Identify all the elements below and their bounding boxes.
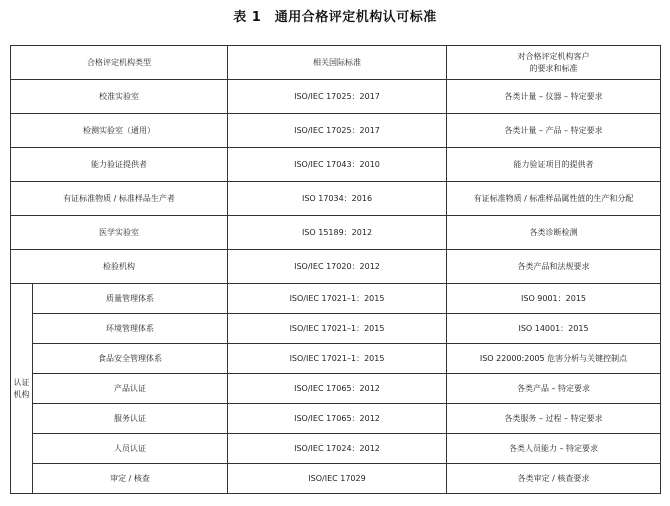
cell-type: 审定 / 核查 <box>33 464 228 494</box>
header-requirement-line1: 对合格评定机构客户 <box>517 51 590 61</box>
table-row <box>11 182 661 216</box>
cell-standard: ISO/IEC 17020：2012 <box>228 250 447 284</box>
table-row <box>11 284 661 314</box>
cell-type: 质量管理体系 <box>33 284 228 314</box>
table-row <box>11 404 661 434</box>
certification-group-label <box>11 284 33 494</box>
table-row <box>11 374 661 404</box>
table-row <box>11 216 661 250</box>
header-row <box>11 46 661 80</box>
cell-requirement: 各类审定 / 核查要求 <box>447 464 661 494</box>
cell-requirement: 能力验证项目的提供者 <box>447 148 661 182</box>
cell-standard: ISO/IEC 17021–1：2015 <box>228 284 447 314</box>
cell-type: 检测实验室（通用） <box>11 114 228 148</box>
table-row <box>11 80 661 114</box>
table-row <box>11 114 661 148</box>
cell-standard: ISO/IEC 17021–1：2015 <box>228 344 447 374</box>
cell-type: 校准实验室 <box>11 80 228 114</box>
cell-type: 医学实验室 <box>11 216 228 250</box>
group-label-line2: 机构 <box>13 389 30 399</box>
cell-standard: ISO 17034：2016 <box>228 182 447 216</box>
cell-requirement: 各类计量 – 产品 – 特定要求 <box>447 114 661 148</box>
table-row <box>11 464 661 494</box>
table-row <box>11 344 661 374</box>
group-label-line1: 认证 <box>13 377 30 387</box>
cell-standard: ISO/IEC 17029 <box>228 464 447 494</box>
cell-standard: ISO/IEC 17065：2012 <box>228 374 447 404</box>
cell-requirement: 各类产品 – 特定要求 <box>447 374 661 404</box>
cell-type: 人员认证 <box>33 434 228 464</box>
cell-type: 环境管理体系 <box>33 314 228 344</box>
table-title: 表 1 通用合格评定机构认可标准 <box>233 10 437 25</box>
table-row <box>11 250 661 284</box>
cell-requirement: 各类产品和法规要求 <box>447 250 661 284</box>
cell-standard: ISO/IEC 17021–1：2015 <box>228 314 447 344</box>
cell-type: 食品安全管理体系 <box>33 344 228 374</box>
table-row <box>11 148 661 182</box>
cell-type: 有证标准物质 / 标准样品生产者 <box>11 182 228 216</box>
cell-standard: ISO/IEC 17025：2017 <box>228 114 447 148</box>
cell-type: 检验机构 <box>11 250 228 284</box>
cell-requirement: 各类计量 – 仪器 – 特定要求 <box>447 80 661 114</box>
accreditation-standards-table <box>10 45 661 494</box>
cell-requirement: ISO 22000:2005 危害分析与关键控制点 <box>447 344 661 374</box>
cell-standard: ISO/IEC 17024：2012 <box>228 434 447 464</box>
cell-type: 能力验证提供者 <box>11 148 228 182</box>
header-type: 合格评定机构类型 <box>11 46 228 80</box>
cell-standard: ISO/IEC 17043：2010 <box>228 148 447 182</box>
cell-standard: ISO/IEC 17025：2017 <box>228 80 447 114</box>
cell-requirement: 各类人员能力 – 特定要求 <box>447 434 661 464</box>
cell-requirement: 各类服务 – 过程 – 特定要求 <box>447 404 661 434</box>
header-requirement <box>447 46 661 80</box>
cell-type: 服务认证 <box>33 404 228 434</box>
cell-requirement: 有证标准物质 / 标准样品属性值的生产和分配 <box>447 182 661 216</box>
cell-requirement: ISO 9001：2015 <box>447 284 661 314</box>
cell-requirement: ISO 14001：2015 <box>447 314 661 344</box>
table-row <box>11 434 661 464</box>
cell-requirement: 各类诊断检测 <box>447 216 661 250</box>
table-row <box>11 314 661 344</box>
cell-standard: ISO 15189：2012 <box>228 216 447 250</box>
header-requirement-line2: 的要求和标准 <box>529 63 578 73</box>
cell-type: 产品认证 <box>33 374 228 404</box>
cell-standard: ISO/IEC 17065：2012 <box>228 404 447 434</box>
header-standard: 相关国际标准 <box>228 46 447 80</box>
